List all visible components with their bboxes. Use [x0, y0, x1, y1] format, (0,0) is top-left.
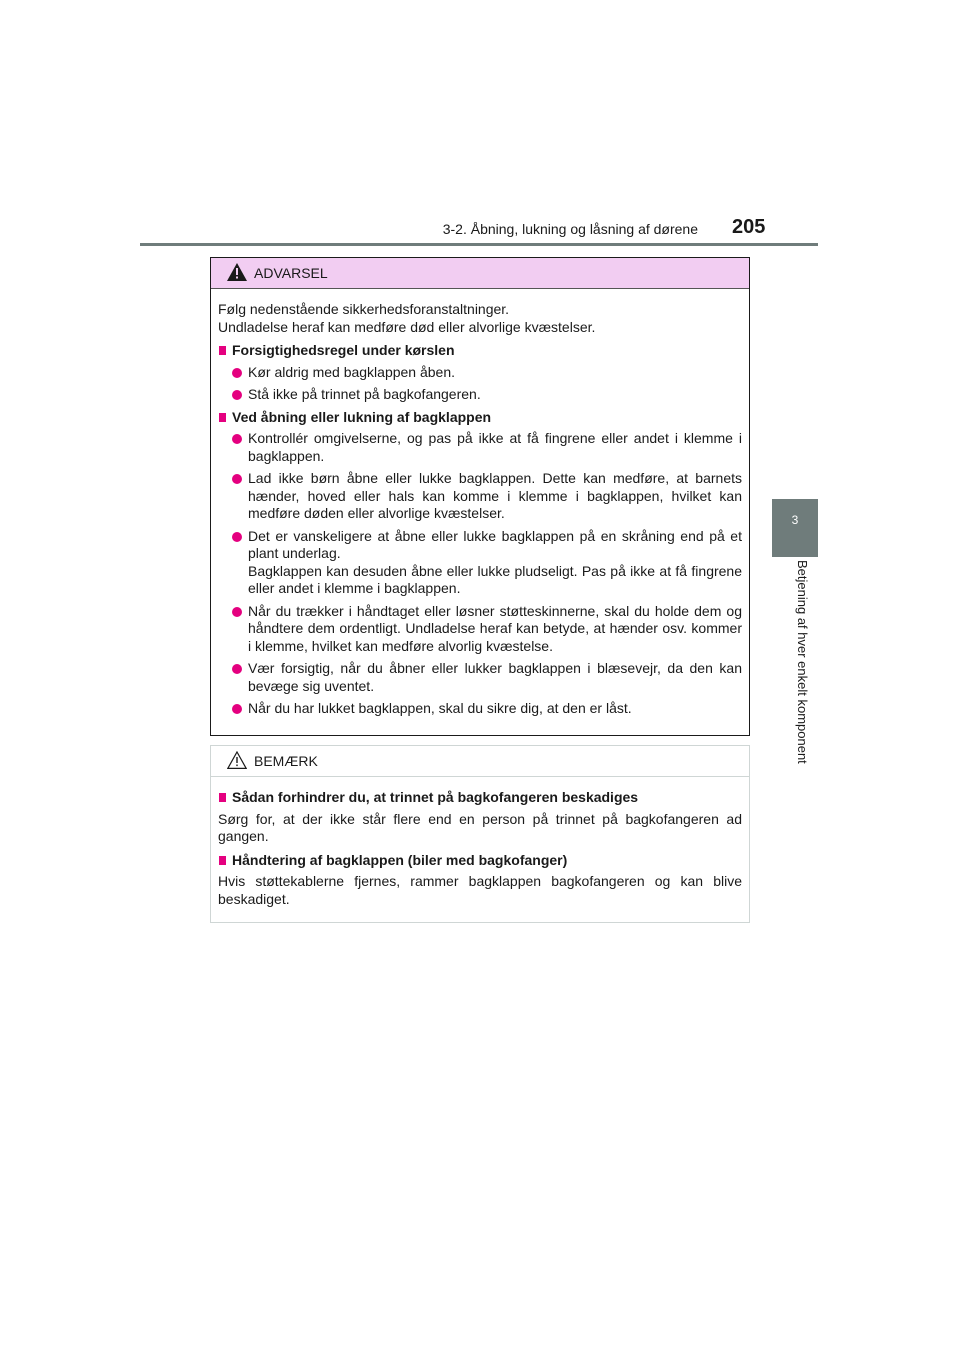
- list-item: Stå ikke på trinnet på bagkofangeren.: [232, 386, 742, 404]
- chapter-tab: [772, 499, 818, 557]
- circle-bullet-icon: [232, 434, 242, 444]
- page-number: 205: [732, 216, 766, 238]
- chapter-title: 3-2. Åbning, lukning og låsning af dørene: [442, 221, 698, 237]
- caution-icon: [227, 751, 247, 769]
- circle-bullet-icon: [232, 474, 242, 484]
- circle-bullet-icon: [232, 390, 242, 400]
- list-item: Kør aldrig med bagklappen åben.: [232, 364, 742, 382]
- warning-box: [210, 257, 750, 736]
- section-heading: Håndtering af bagklappen (biler med bagkofanger): [218, 852, 742, 870]
- square-bullet-icon: [219, 856, 226, 865]
- warning-header: [211, 258, 749, 289]
- section-heading: Ved åbning eller lukning af bagklappen: [218, 409, 742, 427]
- list-item: Når du har lukket bagklappen, skal du sikre dig, at den er låst.: [232, 700, 742, 718]
- circle-bullet-icon: [232, 532, 242, 542]
- list-item: Når du trækker i håndtaget eller løsner støtteskinnerne, skal du holde dem og håndtere dem ordentligt. Undladelse heraf kan betyde, at hænder osv. kommer i klemme, hvilket kan medføre alvorlig kvæstelse.: [232, 603, 742, 656]
- list-item: Det er vanskeligere at åbne eller lukke bagklappen på en skråning end på et plant underlag. Bagklappen kan desuden åbne eller lukke pludseligt. Pas på ikke at få fingrene eller andet i klemme i bagklappen.: [232, 528, 742, 598]
- circle-bullet-icon: [232, 704, 242, 714]
- chapter-tab-label: Betjening af hver enkelt komponent: [795, 560, 810, 764]
- circle-bullet-icon: [232, 664, 242, 674]
- section-heading: Sådan forhindrer du, at trinnet på bagkofangeren beskadiges: [218, 789, 742, 807]
- warning-intro-line: Følg nedenstående sikkerhedsforanstaltninger.: [218, 301, 510, 317]
- note-box: [210, 745, 750, 923]
- circle-bullet-icon: [232, 607, 242, 617]
- warning-intro-line: Undladelse heraf kan medføre død eller alvorlige kvæstelser.: [218, 318, 596, 335]
- warning-title: ADVARSEL: [254, 265, 328, 281]
- circle-bullet-icon: [232, 368, 242, 378]
- warning-intro: [218, 301, 742, 336]
- note-paragraph: Sørg for, at der ikke står flere end en person på trinnet på bagkofangeren ad gangen.: [218, 810, 742, 844]
- chapter-tab-number: 3: [791, 513, 799, 527]
- square-bullet-icon: [219, 346, 226, 355]
- note-title: BEMÆRK: [254, 753, 318, 769]
- list-item: Vær forsigtig, når du åbner eller lukker bagklappen i blæsevejr, da den kan bevæge sig uventet.: [232, 660, 742, 695]
- square-bullet-icon: [219, 793, 226, 802]
- section-heading: Forsigtighedsregel under kørslen: [218, 342, 742, 360]
- list-item: Lad ikke børn åbne eller lukke bagklappen. Dette kan medføre, at barnets hænder, hoved eller hals kan komme i klemme i bagklappen, hvilket kan medføre døden eller alvorlige kvæstelser.: [232, 470, 742, 523]
- note-body: [211, 777, 749, 908]
- note-paragraph: Hvis støttekablerne fjernes, rammer bagklappen bagkofangeren og kan blive beskadiget.: [218, 873, 742, 907]
- warning-body: [211, 289, 749, 718]
- note-header: [211, 746, 749, 777]
- warning-icon: [227, 263, 247, 281]
- square-bullet-icon: [219, 413, 226, 422]
- list-item: Kontrollér omgivelserne, og pas på ikke at få fingrene eller andet i klemme i bagklappen.: [232, 430, 742, 465]
- header-divider: [140, 243, 818, 246]
